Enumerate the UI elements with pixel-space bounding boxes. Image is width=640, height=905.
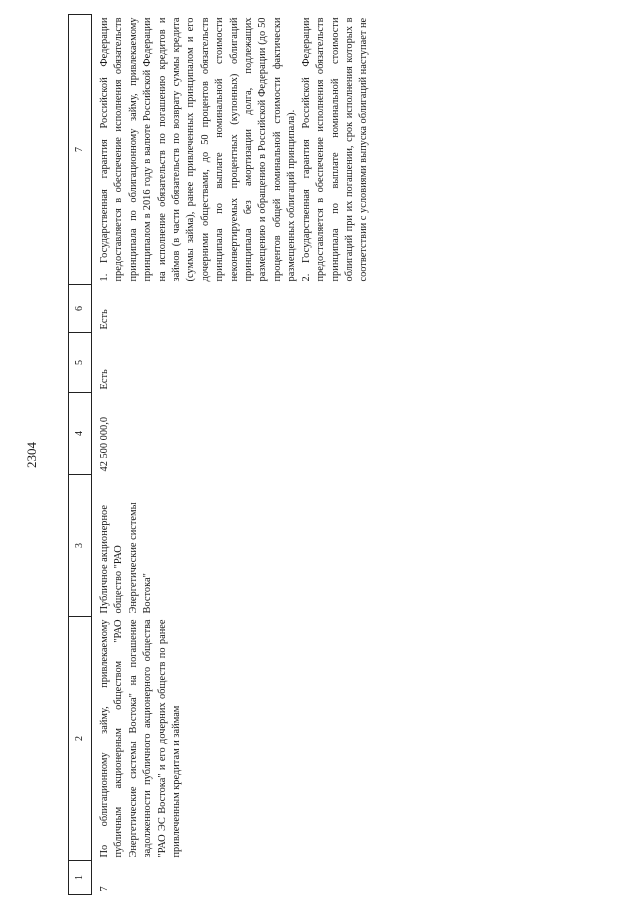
regress-claim: Есть	[99, 369, 110, 390]
principal-collateral: Есть	[99, 309, 110, 330]
row-number: 7	[99, 886, 110, 892]
column-header-7: 7	[69, 15, 92, 285]
column-header-row	[69, 15, 92, 895]
guarantee-table-rotated	[68, 15, 603, 895]
guarantee-amount: 42 500 000,0	[99, 416, 110, 472]
column-header-3: 3	[69, 475, 92, 617]
guarantee-purpose: По облигационному займу, привлекаемому публичным акционерным обществом "РАО Энергетические системы Востока" на погашение задолженности публичного акционерного общества "РАО ЭС Востока" и его дочерних обществ по ранее привлеченным кредитам и займам	[99, 619, 183, 858]
column-header-2: 2	[69, 617, 92, 861]
guarantee-table	[68, 14, 372, 895]
column-header-6: 6	[69, 285, 92, 333]
column-header-1: 1	[69, 861, 92, 895]
table-row	[92, 15, 372, 895]
guarantee-conditions	[92, 15, 372, 285]
column-header-5: 5	[69, 333, 92, 393]
condition-paragraph: 1. Государственная гарантия Российской Федерации предоставляется в обеспечение исполнения обязательств принципала по облигационному займу, привлекаемому принципалом в 2016 году в валюте Российской Федерации на исполнение обязательств по погашению кредитов и займов (в части обязательств по возврату суммы кредита (суммы займа), ранее привлеченных принципалом и его дочерними обществами, до 50 процентов обязательств принципала по выплате номинальной стоимости неконвертируемых процентных (купонных) облигаций принципала без амортизации долга, подлежащих размещению и обращению в Российской Федерации (до 50 процентов общей номинальной стоимости фактически размещенных облигаций принципала).	[99, 17, 298, 282]
condition-paragraph: 2. Государственная гарантия Российской Федерации предоставляется в обеспечение исполнения обязательств принципала по выплате номинальной стоимости облигаций при их погашении, срок исполнения которых в соответствии с условиями выпуска облигаций наступает не	[300, 17, 370, 282]
principal-name: Публичное акционерное общество "РАО Энергетические системы Востока"	[99, 502, 154, 614]
page-number: 2304	[24, 442, 39, 468]
column-header-4: 4	[69, 393, 92, 475]
